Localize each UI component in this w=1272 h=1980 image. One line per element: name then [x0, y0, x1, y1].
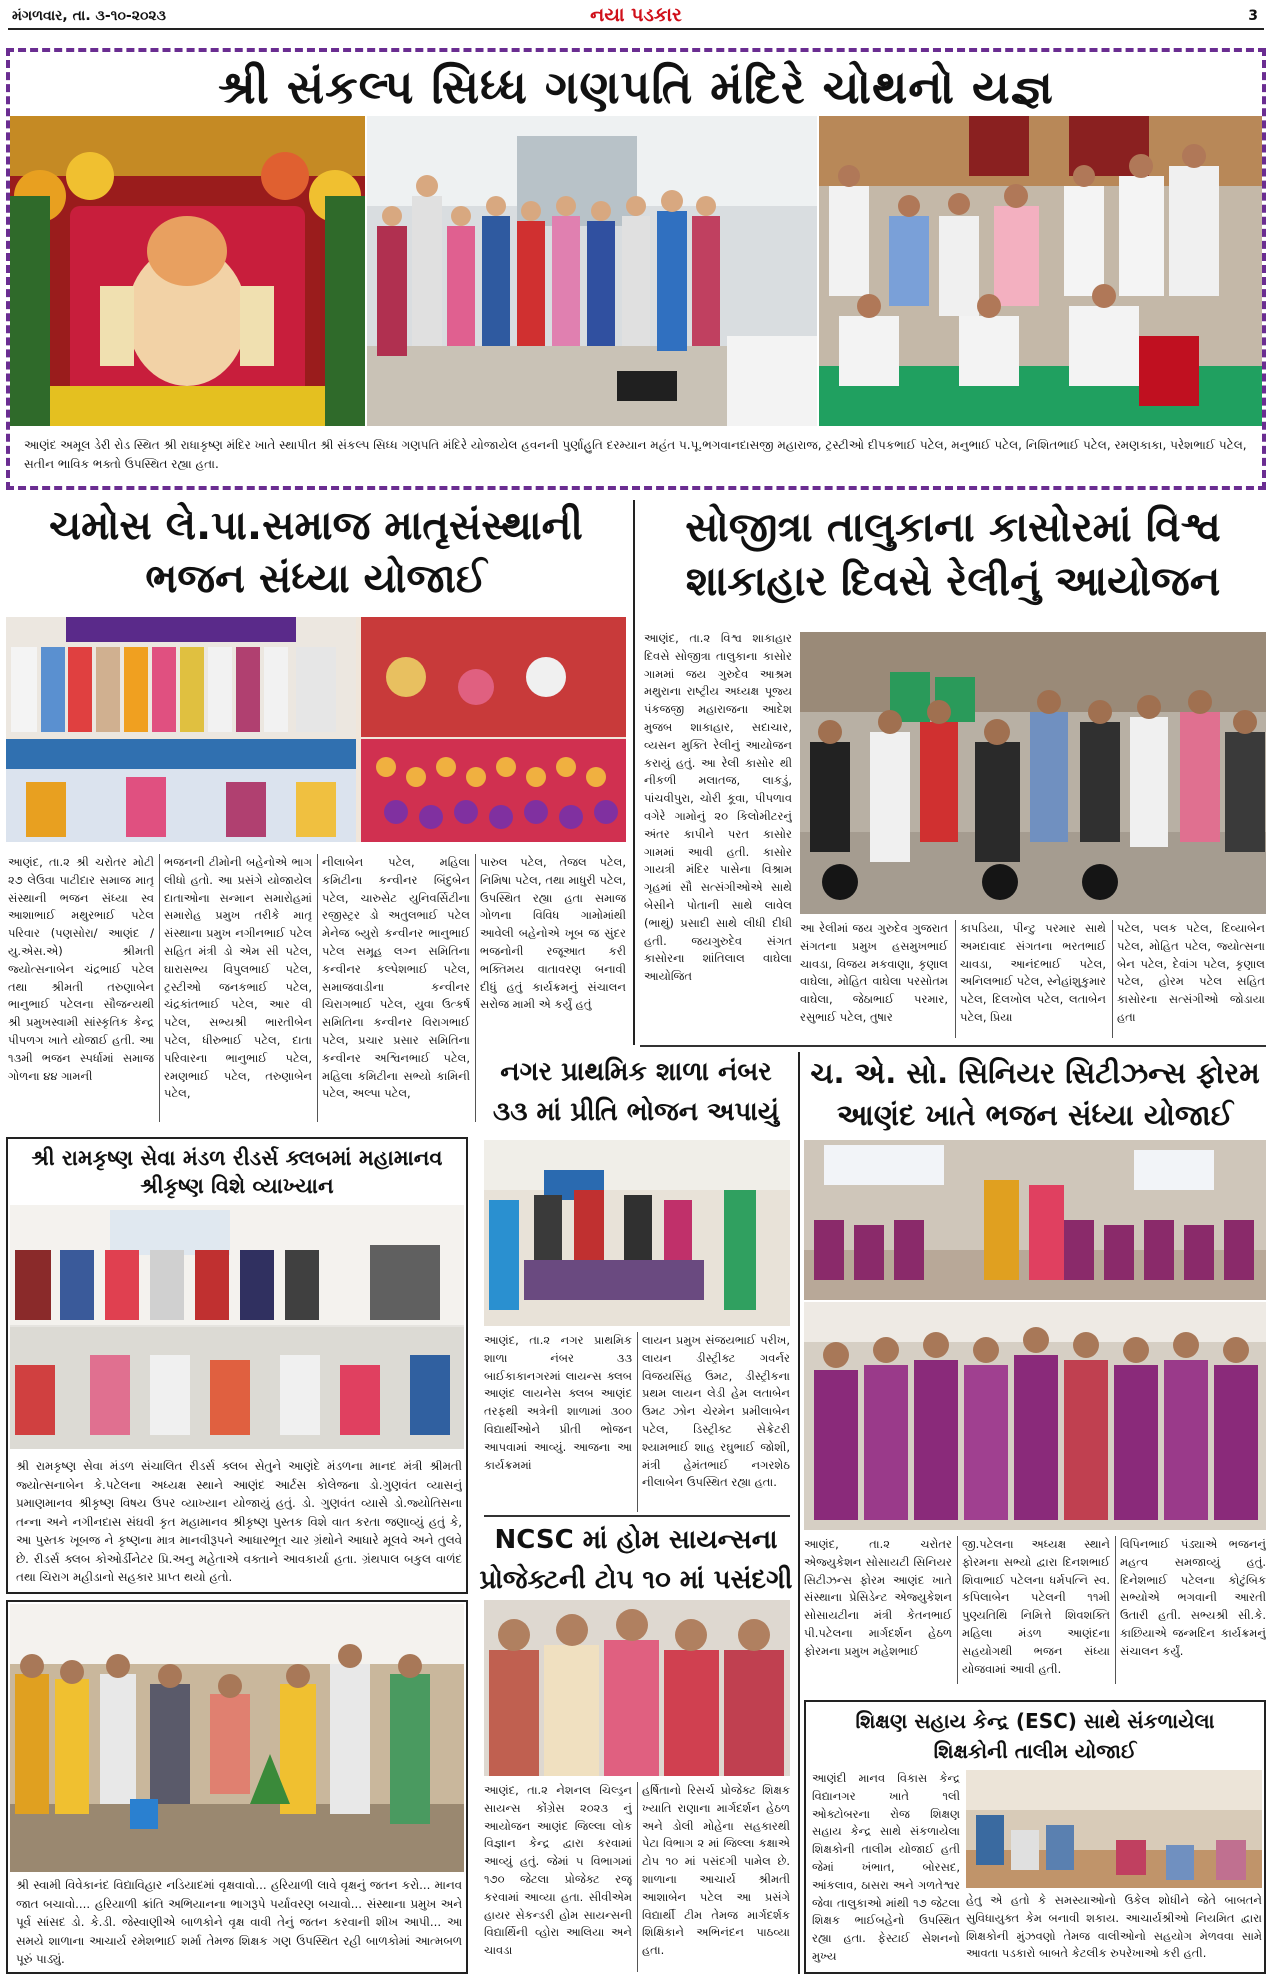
text-chamos-col4: પારુલ પટેલ, તેજલ પટેલ, નિમિષા પટેલ, તથા માધુરી પટેલ, ઉપસ્થિત રહ્યા હતા સમાજ ગોળના વિવિધ ગામોમાંથી આવેલી બહેનોએ ખૂબ જ સુંદર ભજનોની રજૂઆત કરી ભક્તિમય વાતાવરણ બનાવી દીધું હતું કાર્યક્રમનું સંચાલન સરોજ મામી એ કર્યું હતું: [480, 855, 626, 1012]
headline-senior-line2: આણંદ ખાતે ભજન સંધ્યા યોજાઈ: [836, 1098, 1234, 1132]
headline-senior-line1: ચ. એ. સો. સિનિયર સિટીઝન્સ ફોરમ: [810, 1056, 1260, 1090]
column-rule: [957, 1536, 958, 1684]
photo-readers-club: [10, 1205, 464, 1449]
column-rule: [1112, 920, 1113, 1038]
photo-chamos-bhajan: [6, 617, 626, 842]
headline-chamos-line2: ભજન સંધ્યા યોજાઈ: [145, 555, 487, 602]
photo-esc-training: [966, 1770, 1262, 1888]
headline-shala33: [476, 1052, 796, 1132]
caption-ganpati: આણંદ અમૂલ ડેરી રોડ સ્થિત શ્રી રાધાકૃષ્ણ મંદિર ખાતે સ્થાપીત શ્રી સંકલ્પ સિધ્ધ ગણપતિ મંદિરે યોજાયેલ હવનની પુર્ણાહુતિ દરમ્યાન મહંત પ.પૂ.ભગવાનદાસજી મહારાજ, ટ્રસ્ટીઓ દીપકભાઈ પટેલ, મનુભાઈ પટેલ, નિશિતભાઈ પટેલ, રમણકાકા, પરેશભાઈ પટેલ, સતીન ભાવિક ભક્તો ઉપસ્થિત રહ્યા હતા.: [24, 438, 1247, 471]
text-vivekanand: શ્રી સ્વામી વિવેકાનંદ વિદ્યાવિહાર નડિયાદમાં વૃક્ષવાવો... હરિયાળી લાવે વૃક્ષનું જતન કરો... માનવ જાત બચાવો.... હરિયાળી ક્રાંતિ અભિયાનના ભાગરૂપે પર્યાવરણ બચાવો... સંસ્થાના પ્રમુખ અને પૂર્વ સાંસદ ડો. કે.ડી. જેસ્વાણીએ બાળકોને વૃક્ષ વાવી તેનું જતન કરવાની શીખ આપી... આ સમયે શાળાના આચાર્ય રમેશભાઈ શર્મા તેમજ શિક્ષક ગણ ઉપસ્થિત રહી બાળકોમાં આત્મબળ પૂરું પાડ્યું.: [16, 1878, 462, 1966]
headline-esc-line2: શિક્ષકોની તાલીમ યોજાઈ: [933, 1739, 1137, 1763]
text-senior-col3: વિપિનભાઈ પંડ્યાએ ભજનનું મહત્વ સમજાવ્યું હતું. દિનેશભાઈ પટેલના કોટુંબિક સભ્યોએ ભગવાની આરતી ઉતારી હતી. સભ્યશ્રી સી.કે. કાછિયાએ જન્મદિન કાર્યક્રમનું સંચાલન કર્યું.: [1120, 1537, 1266, 1658]
text-sojitra-col4: પટેલ, પલક પટેલ, દિવ્યાબેન પટેલ, મોહિત પટેલ, જ્યોત્સના બેન પટેલ, દેવાંગ પટેલ, કૃણાલ પટેલ, હોરમ પટેલ સહિત કાસોરના સત્સંગીઓ જોડાયા હતા: [1117, 921, 1265, 1024]
story-ramkrishna-box: [6, 1137, 468, 1594]
text-ramkrishna: શ્રી રામકૃષ્ણ સેવા મંડળ સંચાલિત રીડર્સ ક્લબ સેતુને આણંદે મંડળના માનદ મંત્રી શ્રીમતી જ્યોત્સનાબેન કે.પટેલના અધ્યક્ષ સ્થાને આણંદ આર્ટસ કોલેજના ડો.ગુણવંત વ્યાસનું પ્રમાણમાનવ શ્રીકૃષ્ણ વિષય ઉપર વ્યાખ્યાન યોજાયું હતું. ડો. ગુણવંત વ્યાસે ડો.જ્યોતિસના તન્ના અને નગીનદાસ સંઘવી કૃત મહામાનવ શ્રીકૃષ્ણ પુસ્તક વિશે વાત કરતા જણાવ્યું હતું કે, આ પુસ્તક ખૂબજ ને કૃષ્ણના માત્ર માનવીરૂપને આધારભૂત ચાર ગ્રંથોને આધારે મૂલવે અને તુલવે છે. રીડર્સ ક્લબ કોઓર્ડીનેટર પ્રિ.અનુ મહેતાએ વક્તાને આવકાર્યા હતા. ગ્રંથપાલ બકુલ વાળંદ તથા ચિરાગ મહીડાનો સહકાર પ્રાપ્ત થયો હતો.: [16, 1459, 462, 1584]
headline-sojitra-line2: શાકાહાર દિવસે રેલીનું આયોજન: [685, 557, 1221, 606]
story-ganpati-box: [6, 48, 1266, 490]
story-vivekanand-box: [6, 1600, 468, 1974]
headline-sojitra-line1: સોજીત્રા તાલુકાના કાસોરમાં વિશ્વ: [685, 503, 1221, 551]
headline-ncsc-line1: NCSC માં હોમ સાયન્સના: [494, 1525, 778, 1555]
text-ncsc-col1: આણંદ, તા.૨ નેશનલ ચિલ્ડ્રન સાયન્સ કોંગ્રેસ ૨૦૨૩ નું આયોજન આણંદ જિલ્લા લોક વિજ્ઞાન કેન્દ્ર દ્વારા કરવામાં આવ્યું હતું. જેમાં ૫ વિભાગમાં ૧૭૦ જેટલા પ્રોજેક્ટ રજૂ કરવામાં આવ્યા હતા. સીવીએમ હાયર સેકન્ડરી હોમ સાયન્સની વિદ્યાર્થિની વ્હોરા આલિયા અને ચાવડા: [484, 1783, 632, 1958]
photo-priti-bhojan: [484, 1140, 790, 1326]
photo-tree-plantation: [10, 1604, 464, 1872]
story-esc-box: [804, 1700, 1266, 1974]
issue-date: મંગળવાર, તા. ૩-૧૦-૨૦૨૩: [12, 8, 166, 24]
section-rule: [633, 500, 635, 1045]
masthead: [8, 4, 1264, 30]
section-rule: [640, 1045, 1266, 1047]
column-rule: [955, 920, 956, 1038]
photo-sojitra-rally: [800, 632, 1266, 914]
headline-sojitra: [640, 500, 1266, 608]
text-sojitra-col3: કાપડિયા, પીન્ટુ પરમાર સાથે અમદાવાદ સંગતના ભરતભાઈ ચાવડા, આનંદભાઈ પટેલ, અનિલભાઈ પટેલ, સ્નેહાંશુકુમાર પટેલ, દિલખોલ પટેલ, લતાબેન પટેલ, પ્રિયા: [960, 921, 1106, 1024]
headline-shala33-line2: ૩૩ માં પ્રીતિ ભોજન અપાયું: [492, 1097, 780, 1127]
photo-ncsc-students: [484, 1600, 790, 1776]
text-shala33-col1: આણંદ, તા.૨ નગર પ્રાથમિક શાળા નંબર ૩૩ બાઈકાકાનગરમાં લાયન્સ ક્લબ આણંદ લાયનેસ ક્લબ આણંદ તરફથી અત્રેની શાળામાં ૩૦૦ વિદ્યાર્થીઓને પ્રીતી ભોજન આપવામાં આવ્યું. આજના આ કાર્યક્રમમાં: [484, 1333, 632, 1472]
newspaper-name: નયા પડકાર: [590, 4, 682, 26]
photo-senior-bhajan: [804, 1140, 1266, 1530]
headline-senior: [804, 1052, 1266, 1136]
headline-ncsc: [476, 1520, 796, 1600]
headline-ramkrishna: [12, 1145, 462, 1200]
column-rule: [637, 1332, 638, 1512]
text-sojitra-col2: આ રેલીમાં જય ગુરુદેવ ગુજરાત સંગતના પ્રમુખ હસમુખભાઈ ચાવડા, વિજય મકવાણા, કૃણાલ વાઘેલા, મોહિત વાઘેલા પરસોતમ વાઘેલા, જેઠાભાઈ પરમાર, રસુભાઈ પટેલ, તુષાર: [800, 921, 948, 1024]
column-rule: [159, 854, 160, 1122]
text-sojitra-lead: આણંદ, તા.૨ વિશ્વ શાકાહાર દિવસે સોજીત્રા તાલુકાના કાસોર ગામમાં જય ગુરુદેવ આશ્રમ મથુરાના રાષ્ટ્રીય અધ્યક્ષ પૂજ્ય પંકજજી મહારાજના આદેશ મુજબ શાકાહાર, સદાચાર, વ્યસન મુક્તિ રેલીનું આયોજન કરાયું હતું. આ રેલી કાસોર થી નીકળી મલાતજ, લાકડું, પાંચવીપુરા, ચોરી કૂવા, પીપળાવ વગેરે ગામોનું ૨૦ કિલોમીટરનું અંતર કાપીને પરત કાસોર ગામમાં આવી હતી. કાસોર ગાયત્રી મંદિર પાસેના વિશ્રામ ગૃહમાં સૌ સત્સંગીઓએ સાથે બેસીને પોતાની સાથે લાવેલ (ભાથું) પ્રસાદી સાથે લીધી દીધી હતી. જયગુરુદેવ સંગત કાસોરના શાંતિલાલ વાઘેલા આયોજિત: [644, 631, 792, 984]
column-rule: [317, 854, 318, 1122]
text-chamos-col3: નીલાબેન પટેલ, મહિલા કમિટીના કન્વીનર બિંદુબેન પટેલ, ચારુસેટ યુનિવર્સિટીના રજીસ્ટ્રર ડો અતુલભાઈ પટેલ મેનેજ બ્યુરો કન્વીનર ભાનુભાઈ પટેલ સમૂહ લગ્ન સમિતિના કન્વીનર કલ્પેશભાઈ પટેલ, સમાજવાડીના કન્વીનર ચિરાગભાઈ પટેલ, યુવા ઉત્કર્ષ સમિતિના કન્વીનર વિરાગભાઈ પટેલ, પ્રચાર પ્રસાર સમિતિના કન્વીનર અશ્વિનભાઈ પટેલ, મહિલા કમિટીના સભ્યો કામિની પટેલ, અલ્પા પટેલ,: [322, 855, 470, 1101]
headline-ramkrishna-line2: શ્રીકૃષ્ણ વિશે વ્યાખ્યાન: [140, 1173, 334, 1198]
section-rule: [484, 1515, 790, 1517]
photo-yagna-priests: [819, 116, 1262, 426]
headline-esc: [810, 1706, 1260, 1766]
section-rule: [798, 1052, 800, 1974]
headline-chamos: [6, 500, 626, 606]
text-shala33-col2: લાયન પ્રમુખ સંજયભાઈ પરીખ, લાયન ડીસ્ટ્રીક્ટ ગવર્નર વિજયસિંહ ઉમટ, ડીસ્ટ્રીકના પ્રથમ લાયન લેડી હેમ લતાબેન ઉમટ ઝોન ચેરમેન પ્રમીલાબેન પટેલ, ડિસ્ટ્રીક્ટ સેક્રેટરી શ્યામભાઈ શાહ રઘુભાઈ જોશી, મંત્રી હેમંતભાઈ નગરશેઠ નીલાબેન ઉપસ્થિત રહ્યા હતા.: [642, 1333, 790, 1490]
headline-chamos-line1: ચમોસ લે.પા.સમાજ માતૃસંસ્થાની: [49, 503, 583, 549]
page-number: 3: [1248, 8, 1258, 24]
photo-yagna-devotees: [367, 116, 817, 426]
text-esc-col1: આણંદી માનવ વિકાસ કેન્દ્ર વિદ્યાનગર ખાતે ૧લી ઓક્ટોબરના રોજ શિક્ષણ સહાય કેન્દ્ર સાથે સંકળાયેલા શિક્ષકોની તાલીમ યોજાઈ હતી જેમાં ખંભાત, બોરસદ, આંકલાવ, ઠાસરા અને ગળતેશ્વર જેવા તાલુકાઓ માંથી ૧૭ જેટલા શિક્ષક ભાઈબહેનો ઉપસ્થિત રહ્યા હતા. ફેસ્ટાઈ સેશનનો મુખ્ય: [812, 1771, 960, 1963]
text-senior-col1: આણંદ, તા.૨ ચરોતર એજ્યુકેશન સોસાયટી સિનિયર સિટીઝન્સ ફોરમ આણંદ ખાતે સંસ્થાના પ્રેસિડેન્ટ એજ્યુકેશન સોસાયટીના મંત્રી કેતનભાઈ પી.પટેલના માર્ગદર્શન હેઠળ ફોરમના પ્રમુખ મહેશભાઈ: [804, 1537, 952, 1658]
column-rule: [637, 1782, 638, 1972]
photo-ganpati-idol: [10, 116, 365, 426]
text-chamos-col1: આણંદ, તા.૨ શ્રી ચરોતર મોટી ૨૭ લેઉવા પાટીદાર સમાજ માતૃ સંસ્થાની ભજન સંધ્યા સ્વ આશાભાઈ મથુરભાઈ પટેલ પરિવાર (પણસોરા/ આણંદ / યુ.એસ.એ) શ્રીમતી જ્યોત્સનાબેન ચંદ્રભાઈ પટેલ તથા શ્રીમતી તરુણાબેન ભાનુભાઈ પટેલના સૌજન્યથી શ્રી પ્રમુખસ્વામી સાંસ્કૃતિક કેન્દ્ર પીપળગ ખાતે યોજાઈ હતી. આ ૧૩મી ભજન સ્પર્ધામાં સમાજ ગોળના ૪૪ ગામની: [8, 855, 154, 1083]
headline-ncsc-line2: પ્રોજેક્ટની ટોપ ૧૦ માં પસંદગી: [479, 1565, 793, 1595]
headline-shala33-line1: નગર પ્રાથમિક શાળા નંબર: [500, 1057, 772, 1087]
text-ncsc-col2: હર્ષિતાનો રિસર્ચ પ્રોજેક્ટ શિક્ષક ખ્યાતિ રાણાના માર્ગદર્શન હેઠળ અને ડોલી મોહેના સહકારથી પેટા વિભાગ ૨ માં જિલ્લા કક્ષાએ ટોપ ૧૦ માં પસંદગી પામેલ છે. શાળાના આચાર્ય શ્રીમતી આશાબેન પટેલ આ પ્રસંગે વિદ્યાર્થી ટીમ તેમજ માર્ગદર્શક શિક્ષિકાને અભિનંદન પાઠવ્યા હતા.: [642, 1783, 790, 1958]
headline-esc-line1: શિક્ષણ સહાય કેન્દ્ર (ESC) સાથે સંકળાયેલા: [855, 1709, 1215, 1733]
text-esc-col2: હેતુ એ હતો કે સમસ્યાઓનો ઉકેલ શોધીને જેતે બાબતને સુવિધાયુક્ત કેમ બનાવી શકાય. આચાર્યશ્રીઓ નિયમિત દ્વારા શિક્ષકોની મુંઝવણો તેમજ વાલીઓનો સહયોગ મેળવવા સામે આવતા પડકારો બાબતે કેટલીક રુપરેખાઓ કરી હતી.: [966, 1893, 1262, 1961]
text-chamos-col2: ભજનની ટીમોની બહેનોએ ભાગ લીધો હતો. આ પ્રસંગે યોજાયેલ દાતાઓના સન્માન સમારોહમાં સમારોહ પ્રમુખ તરીકે માતૃ સંસ્થાના પ્રમુખ નગીનભાઈ પટેલ સહિત મંત્રી ડો એમ સી પટેલ, ઘારાસભ્ય વિપુલભાઈ પટેલ, ટ્રસ્ટીઓ જનકભાઈ પટેલ, ચંદ્રકાંતભાઈ પટેલ, આર વી પટેલ, સભ્યશ્રી ભારતીબેન પટેલ, ધીરુભાઈ પટેલ, દાતા પરિવારના ભાનુભાઈ પટેલ, રમણભાઈ પટેલ, તરુણાબેન પટેલ,: [164, 855, 312, 1101]
column-rule: [1115, 1536, 1116, 1684]
headline-ganpati: શ્રી સંકલ્પ સિધ્ધ ગણપતિ મંદિરે ચોથનો યજ્ઞ: [218, 60, 1054, 114]
headline-ramkrishna-line1: શ્રી રામકૃષ્ણ સેવા મંડળ રીડર્સ ક્લબમાં મહામાનવ: [31, 1146, 443, 1170]
text-senior-col2: જી.પટેલના અધ્યક્ષ સ્થાને ફોરમના સભ્યો દ્વારા દિનશભાઈ શિવાભાઈ પટેલના ધર્મપત્નિ સ્વ. કપિલાબેન પટેલની ૧૧મી પુણ્યતિથિ નિમિત્તે શિવશક્તિ મહિલા મંડળ આણંદના સહયોગથી ભજન સંધ્યા યોજવામાં આવી હતી.: [962, 1537, 1110, 1676]
